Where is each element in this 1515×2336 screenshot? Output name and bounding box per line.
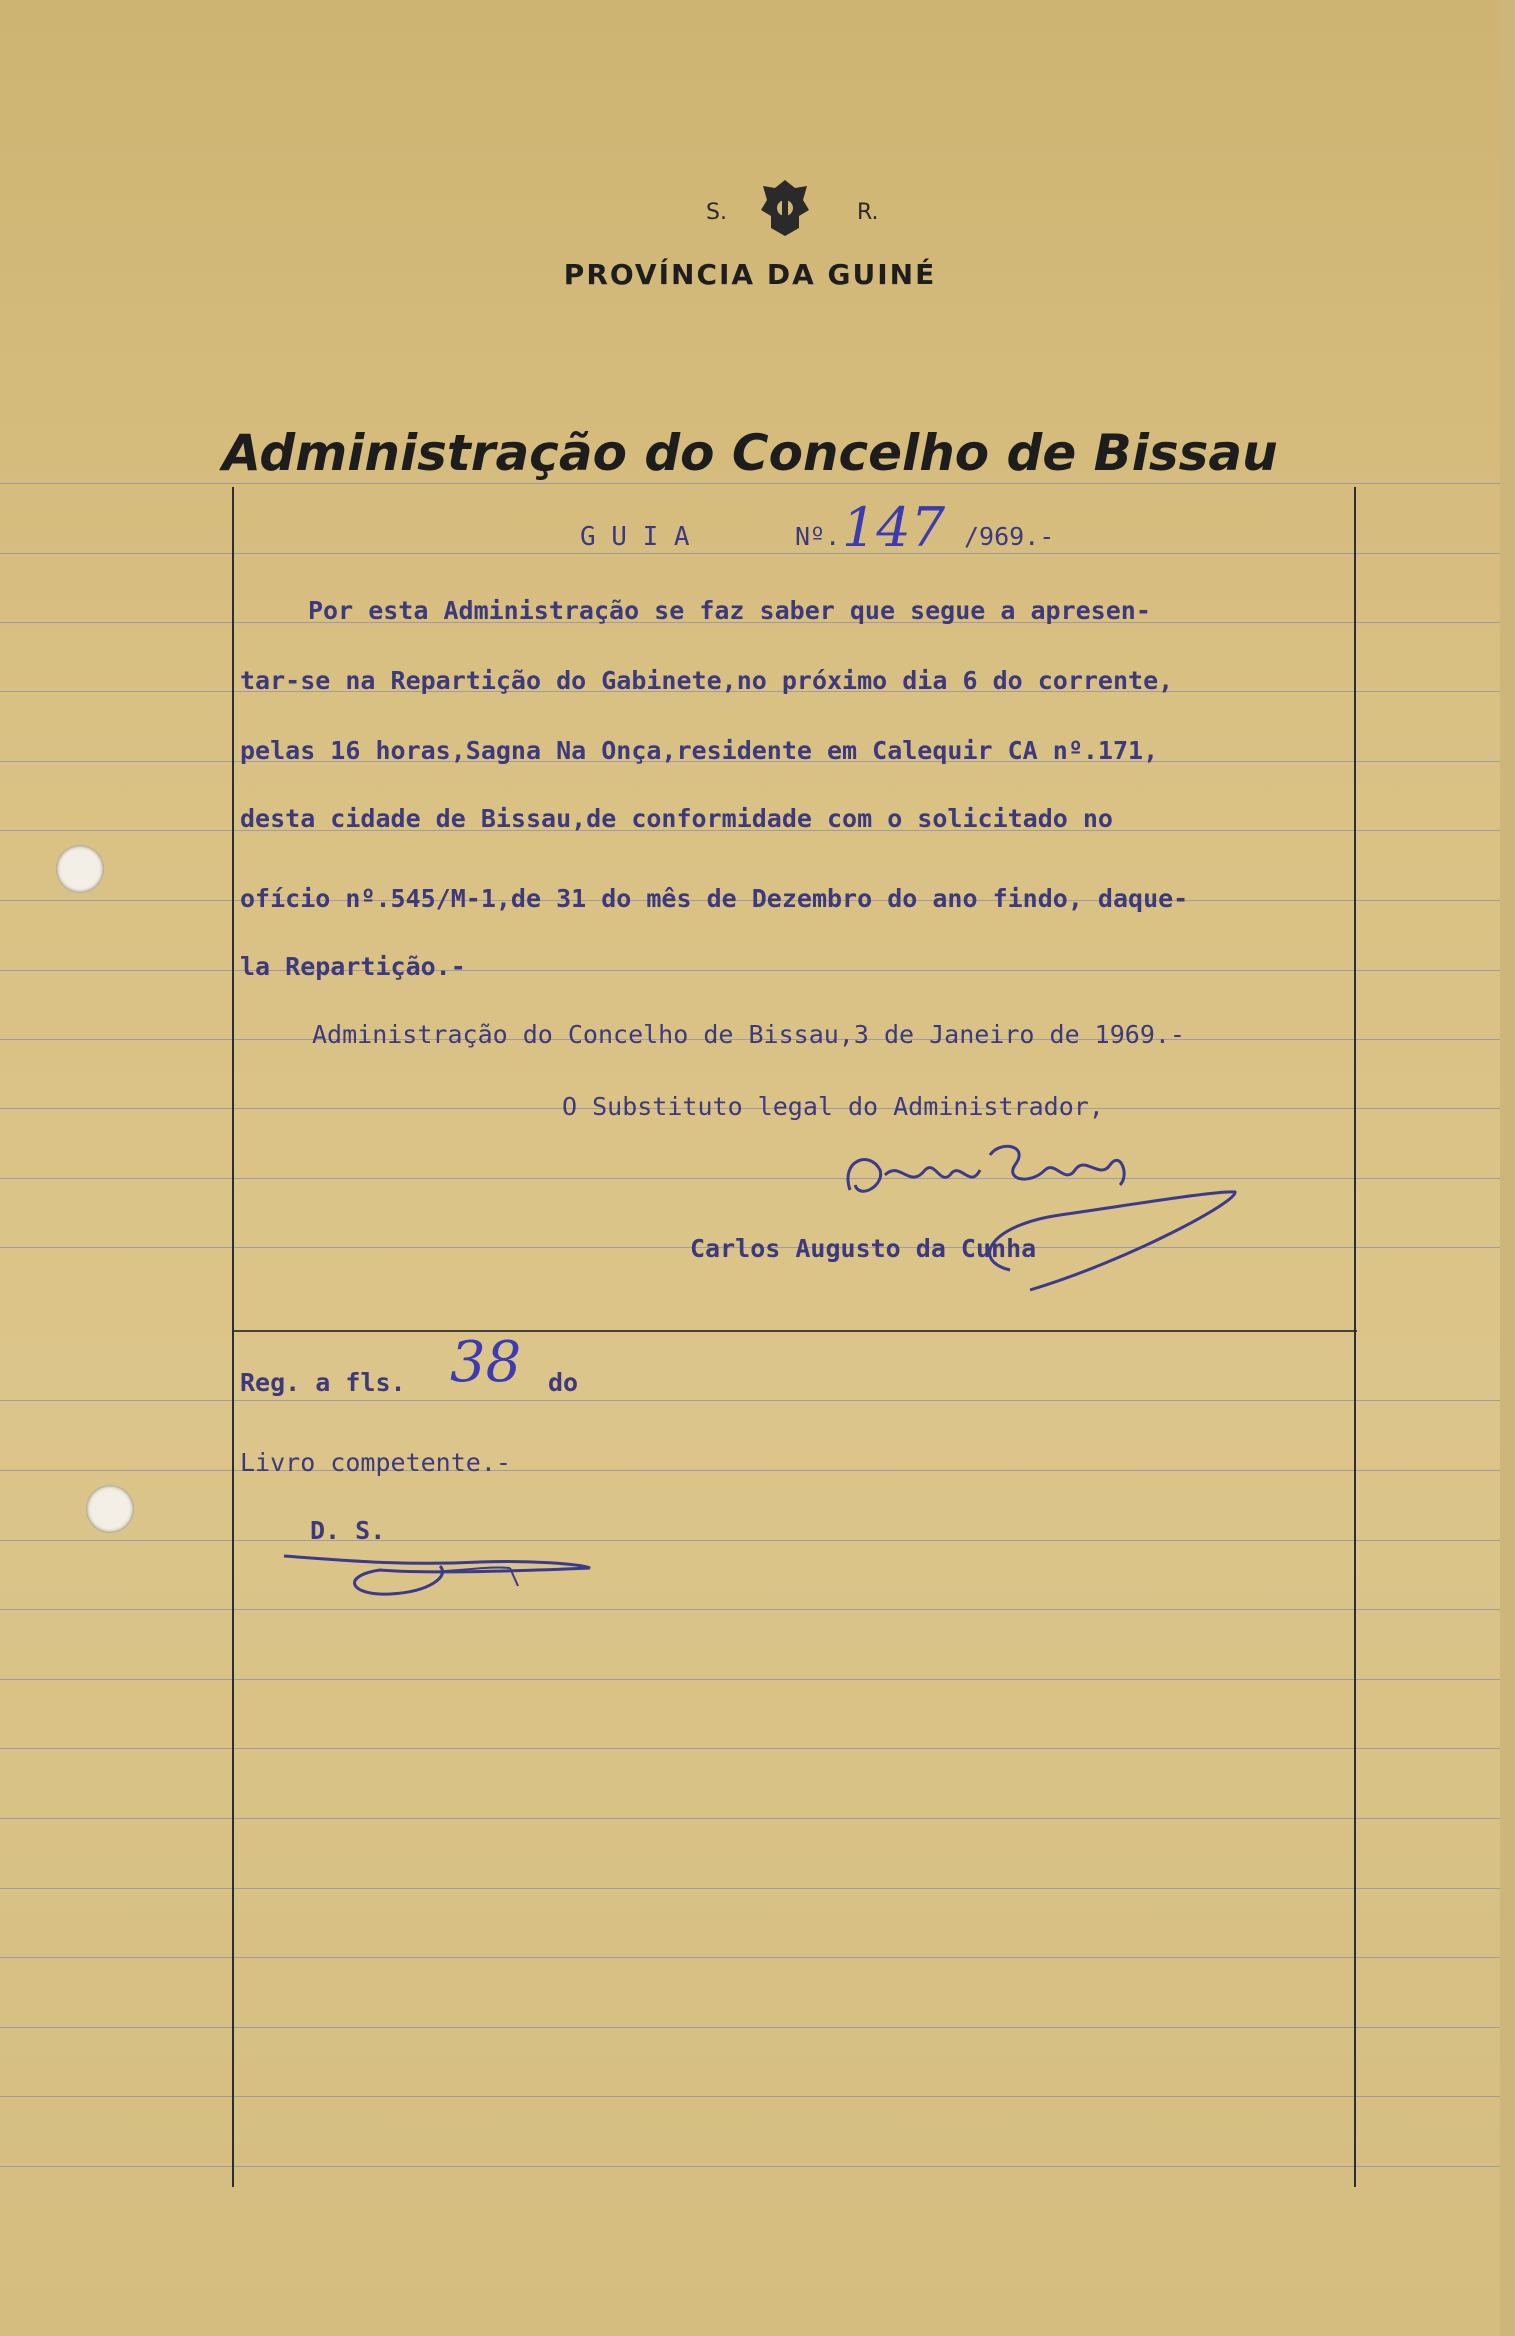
guia-year: /969.- (964, 522, 1055, 551)
guia-label: G U I A (580, 522, 690, 552)
reg-suffix: do (548, 1368, 579, 1397)
book-line: Livro competente.- (240, 1448, 511, 1477)
body-line: ofício nº.545/M-1,de 31 do mês de Dezembro do ano findo, daque- (240, 884, 1189, 913)
number-label: Nº. (795, 522, 841, 551)
body-line: la Repartição.- (240, 952, 466, 981)
signatory-title: O Substituto legal do Administrador, (562, 1092, 1104, 1121)
date-line: Administração do Concelho de Bissau,3 de Janeiro de 1969.- (312, 1020, 1185, 1049)
folio-handwritten: 38 (450, 1330, 522, 1395)
coat-of-arms-icon (755, 176, 815, 240)
punch-hole (86, 1485, 134, 1533)
body-line: pelas 16 horas,Sagna Na Onça,residente em Calequir CA nº.171, (240, 736, 1159, 765)
signatory-name: Carlos Augusto da Cunha (690, 1234, 1037, 1263)
province-heading: PROVÍNCIA DA GUINÉ (563, 258, 937, 291)
reg-prefix: Reg. a fls. (240, 1368, 406, 1397)
initials: D. S. (310, 1516, 386, 1545)
administration-title: Administração do Concelho de Bissau (222, 424, 1278, 482)
body-line: tar-se na Repartição do Gabinete,no próximo dia 6 do corrente, (240, 666, 1174, 695)
body-line: desta cidade de Bissau,de conformidade com o solicitado no (240, 804, 1113, 833)
guia-number-handwritten: 147 (842, 496, 946, 559)
initials-signature (280, 1546, 600, 1616)
body-line: Por esta Administração se faz saber que segue a apresen- (308, 596, 1151, 625)
r-mark: R. (857, 200, 879, 225)
punch-hole (56, 845, 104, 893)
signature (830, 1130, 1250, 1300)
s-mark: S. (706, 200, 727, 225)
